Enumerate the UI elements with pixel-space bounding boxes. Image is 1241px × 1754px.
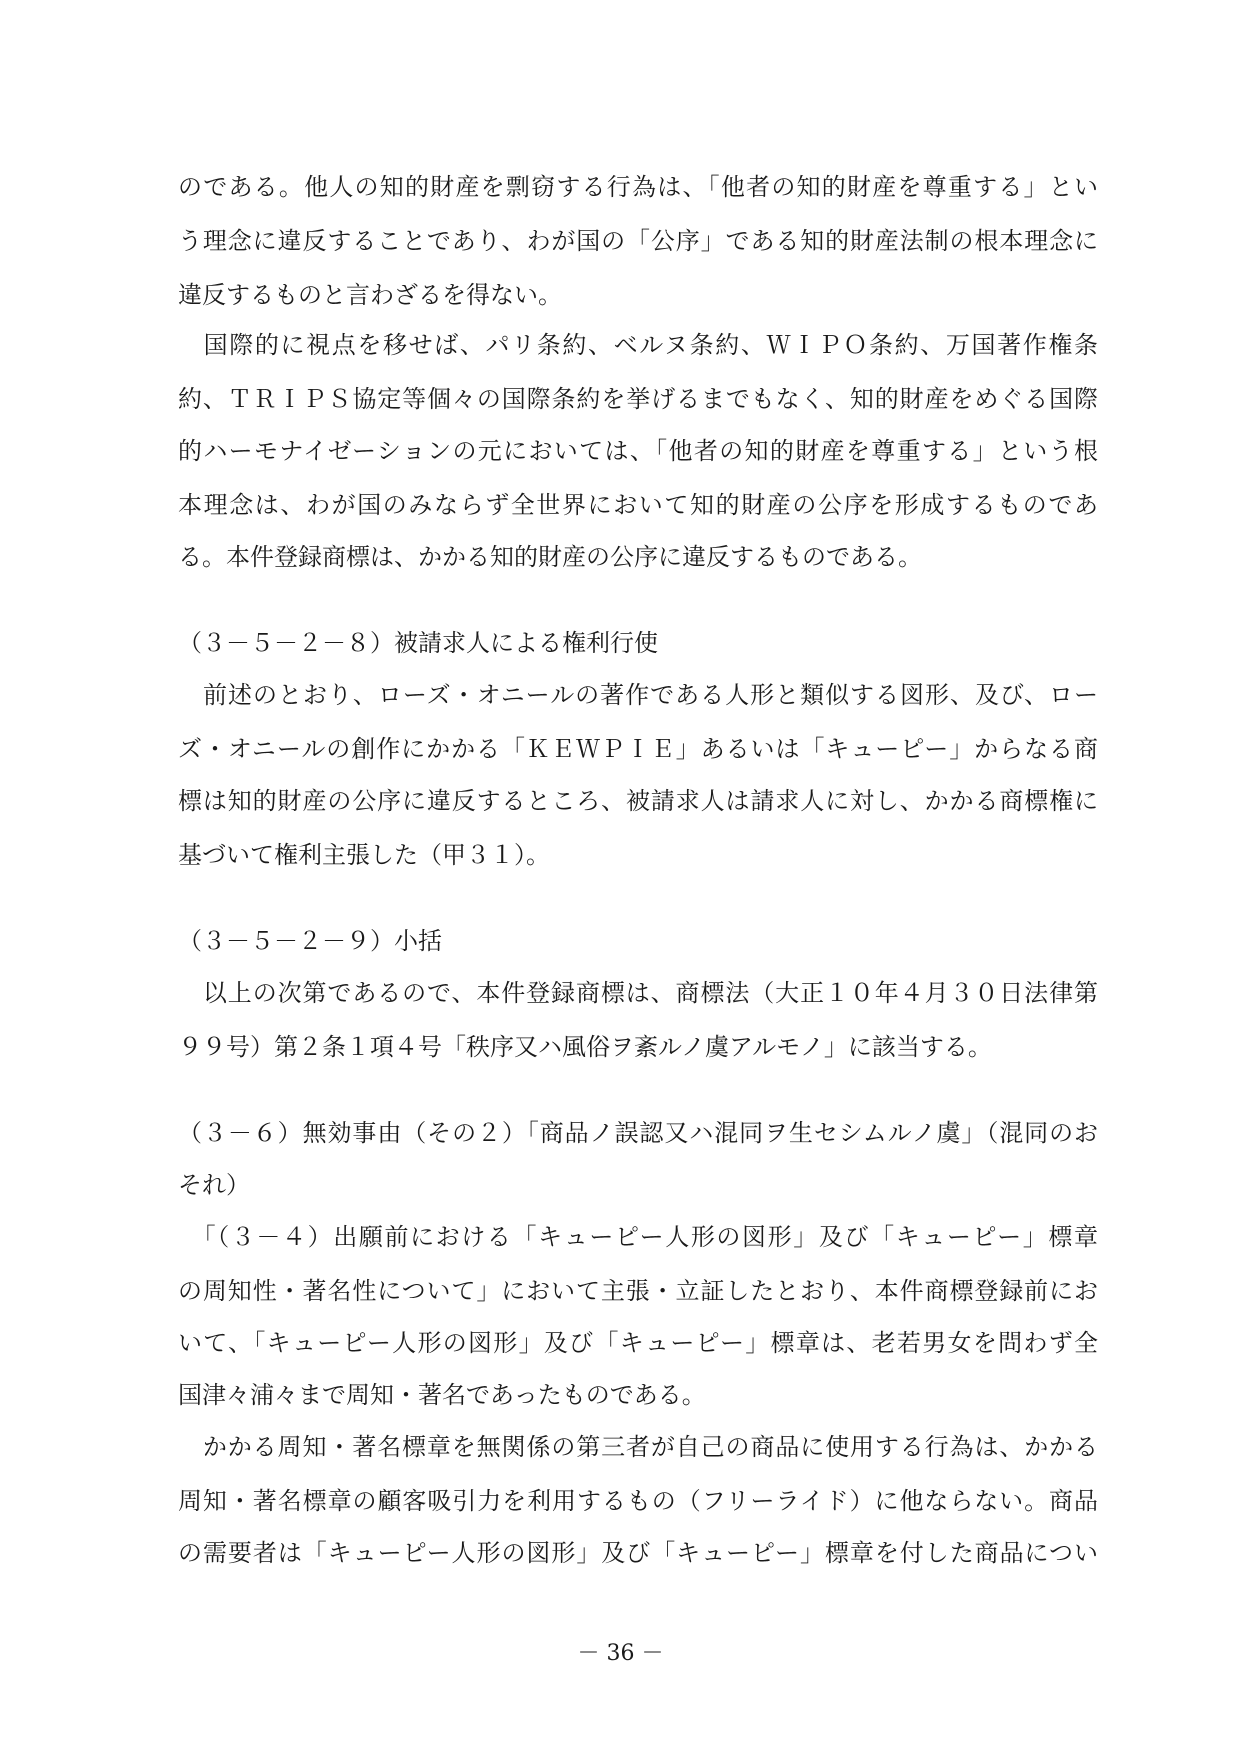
body-line-3: 違反するものと言わざるを得ない。 bbox=[178, 281, 562, 309]
body-line-2: う理念に違反することであり、わが国の「公序」である知的財産法制の根本理念に bbox=[178, 227, 1098, 255]
body-line-10: 前述のとおり、ローズ・オニールの著作である人形と類似する図形、及び、ロー bbox=[178, 681, 1098, 709]
body-line-18: それ） bbox=[178, 1171, 250, 1199]
body-line-8: る。本件登録商標は、かかる知的財産の公序に違反するものである。 bbox=[178, 543, 922, 571]
body-line-1: のである。他人の知的財産を剽窃する行為は、「他者の知的財産を尊重する」とい bbox=[178, 173, 1098, 201]
section-heading-3-6: （３－６）無効事由（その２）「商品ノ誤認又ハ混同ヲ生セシムルノ虞」（混同のお bbox=[178, 1119, 1098, 1147]
body-line-19: 「（３－４）出願前における「キューピー人形の図形」及び「キューピー」標章 bbox=[178, 1223, 1098, 1251]
section-heading-3-5-2-8: （３－５－２－８）被請求人による権利行使 bbox=[178, 629, 658, 657]
body-line-4: 国際的に視点を移せば、パリ条約、ベルヌ条約、ＷＩＰＯ条約、万国著作権条 bbox=[178, 331, 1098, 359]
body-line-16: ９９号）第２条１項４号「秩序又ハ風俗ヲ紊ルノ虞アルモノ」に該当する。 bbox=[178, 1033, 992, 1061]
body-line-13: 基づいて権利主張した（甲３１）。 bbox=[178, 841, 550, 869]
page-number: － 36 － bbox=[577, 1641, 664, 1666]
body-line-12: 標は知的財産の公序に違反するところ、被請求人は請求人に対し、かかる商標権に bbox=[178, 787, 1098, 815]
body-line-5: 約、ＴＲＩＰＳ協定等個々の国際条約を挙げるまでもなく、知的財産をめぐる国際 bbox=[178, 385, 1098, 413]
body-line-11: ズ・オニールの創作にかかる「ＫＥＷＰＩＥ」あるいは「キューピー」からなる商 bbox=[178, 735, 1098, 763]
body-line-6: 的ハーモナイゼーションの元においては、「他者の知的財産を尊重する」という根 bbox=[178, 437, 1098, 465]
body-line-20: の周知性・著名性について」において主張・立証したとおり、本件商標登録前にお bbox=[178, 1277, 1098, 1305]
body-line-22: 国津々浦々まで周知・著名であったものである。 bbox=[178, 1381, 706, 1409]
body-line-7: 本理念は、わが国のみならず全世界において知的財産の公序を形成するものであ bbox=[178, 491, 1098, 519]
section-heading-3-5-2-9: （３－５－２－９）小括 bbox=[178, 927, 442, 955]
body-line-24: 周知・著名標章の顧客吸引力を利用するもの（フリーライド）に他ならない。商品 bbox=[178, 1487, 1098, 1515]
body-line-21: いて、「キューピー人形の図形」及び「キューピー」標章は、老若男女を問わず全 bbox=[178, 1329, 1098, 1357]
body-line-25: の需要者は「キューピー人形の図形」及び「キューピー」標章を付した商品につい bbox=[178, 1539, 1098, 1567]
body-line-15: 以上の次第であるので、本件登録商標は、商標法（大正１０年４月３０日法律第 bbox=[178, 979, 1098, 1007]
body-line-23: かかる周知・著名標章を無関係の第三者が自己の商品に使用する行為は、かかる bbox=[178, 1433, 1098, 1461]
